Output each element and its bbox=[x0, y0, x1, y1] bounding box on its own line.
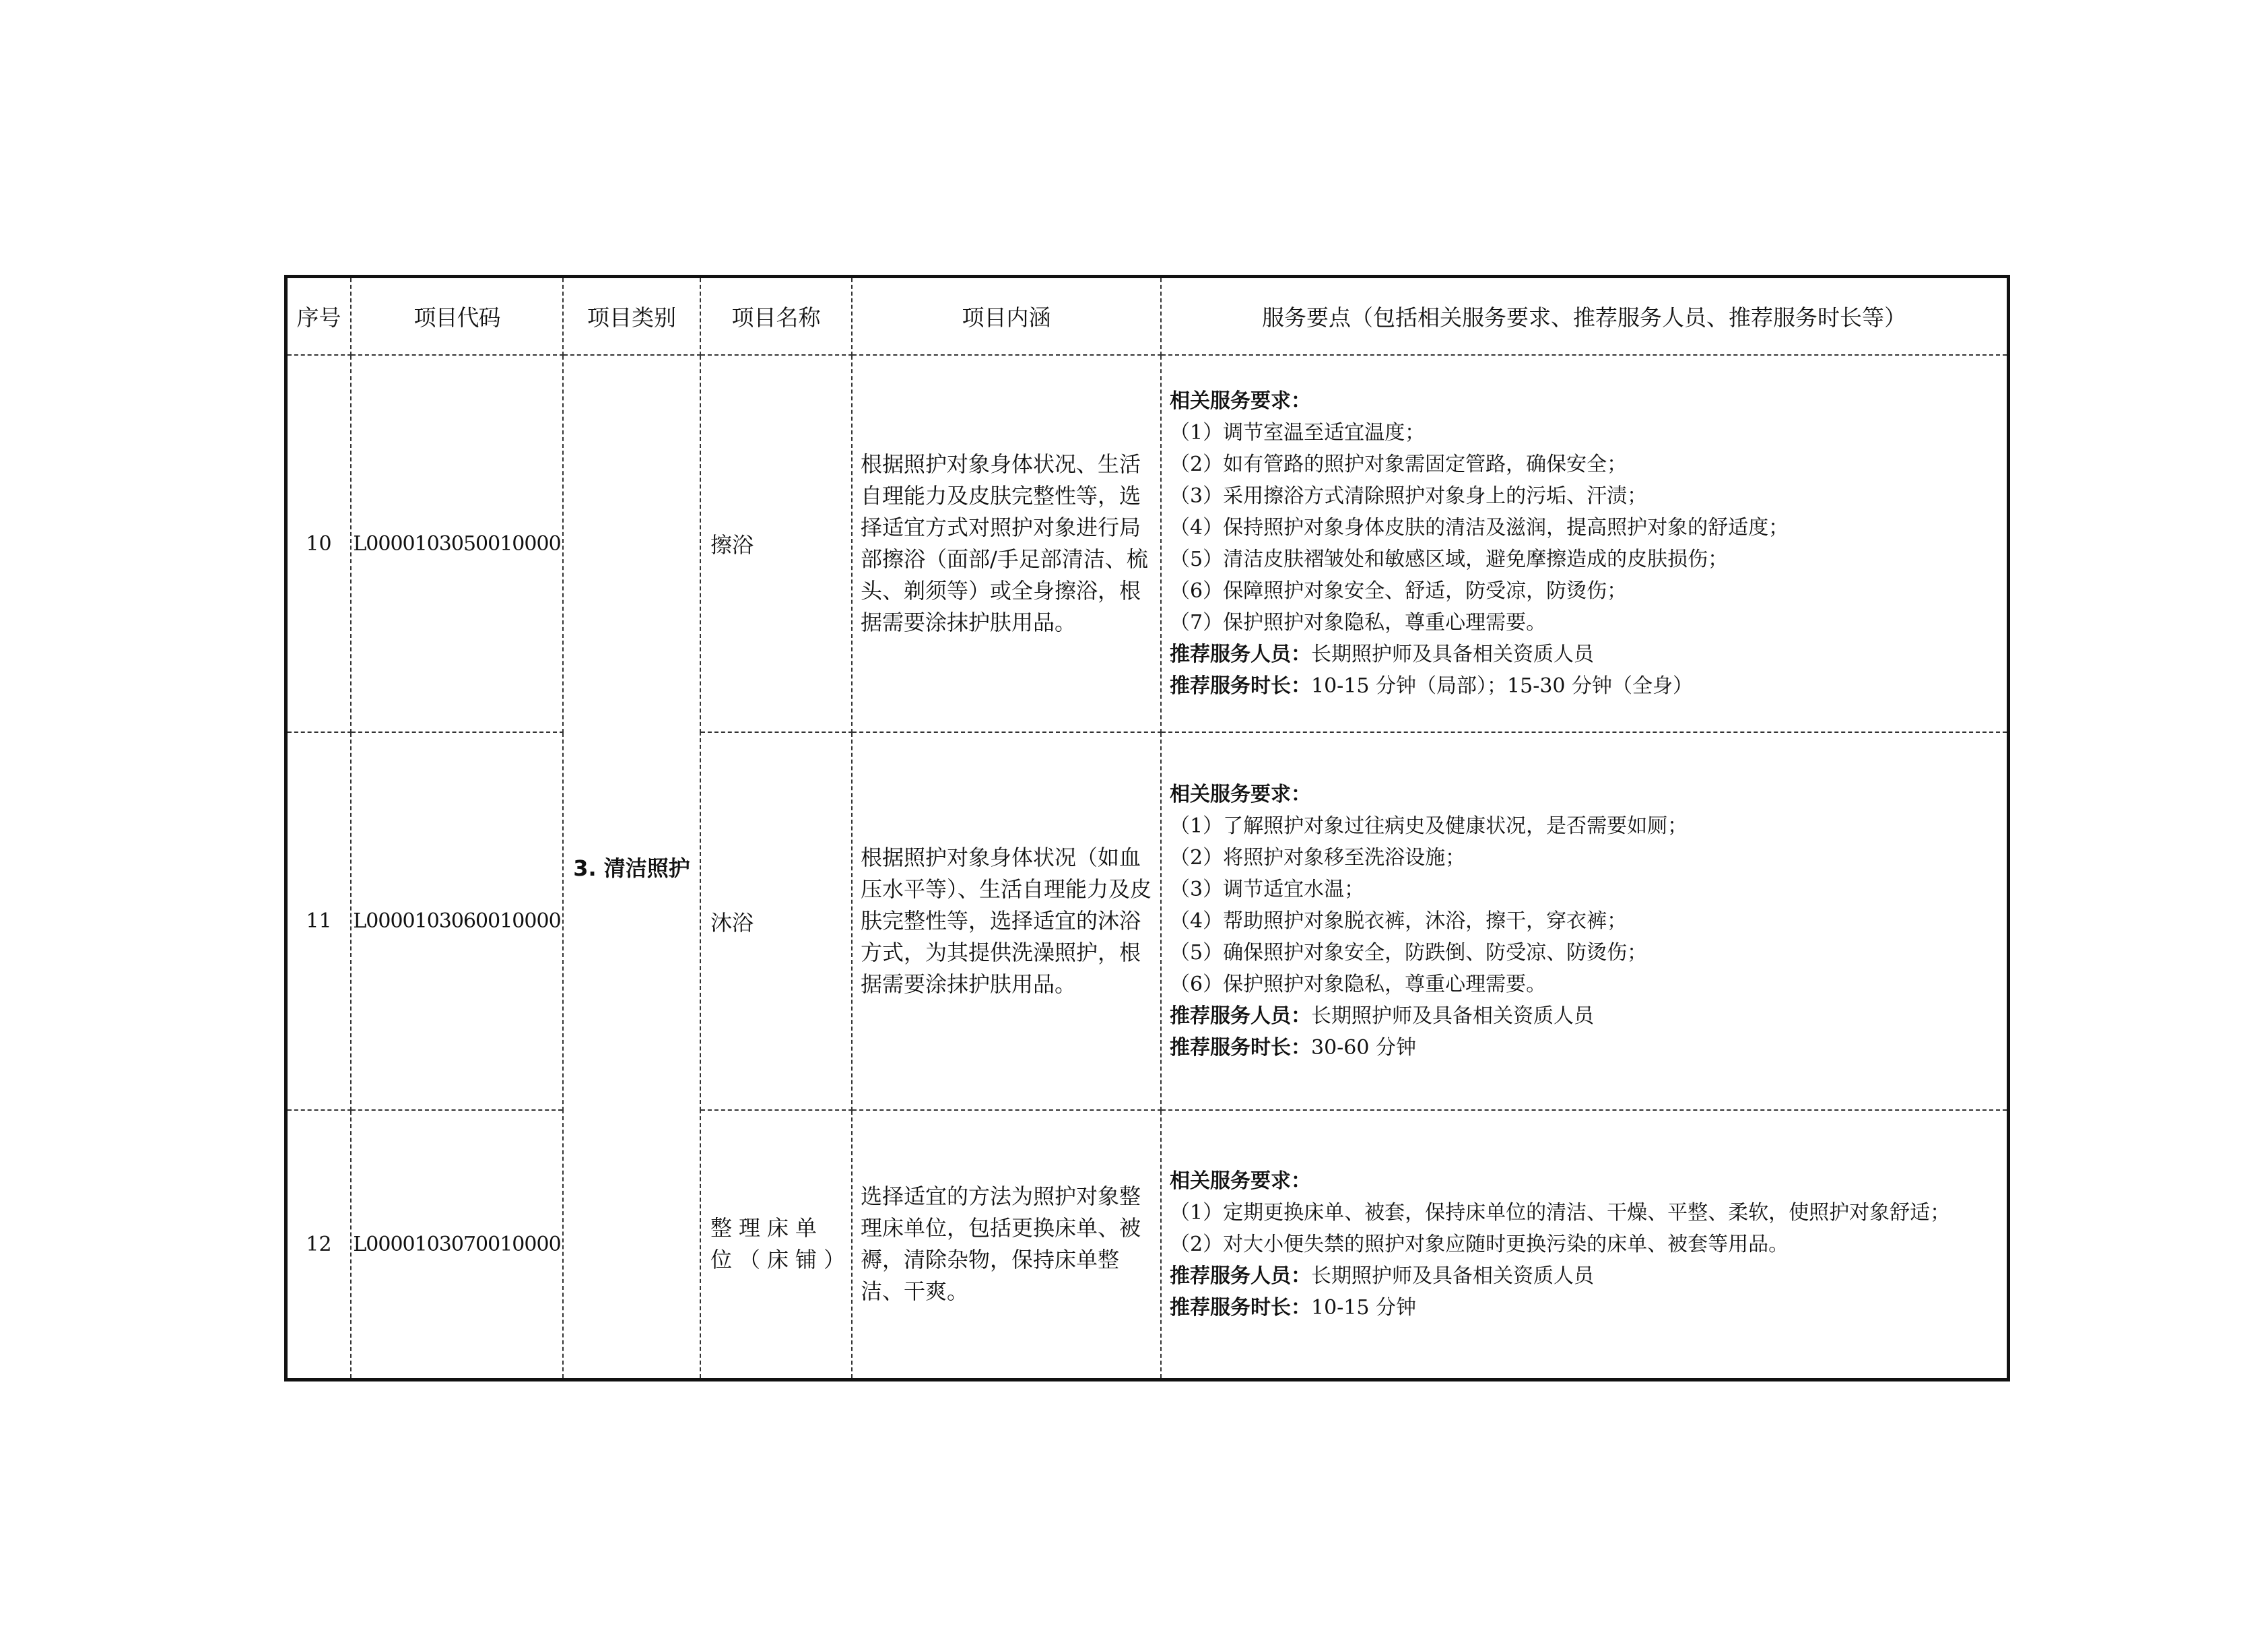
requirement-item: （2）如有管路的照护对象需固定管路，确保安全； bbox=[1170, 453, 1628, 476]
staff-line bbox=[1170, 1260, 1999, 1292]
cell-name: 沐浴 bbox=[700, 732, 852, 1110]
cell-service-points bbox=[1161, 1110, 2009, 1379]
cell-name: 擦浴 bbox=[700, 355, 852, 732]
table-header-row bbox=[286, 277, 2009, 356]
staff-label: 推荐服务人员： bbox=[1170, 1264, 1311, 1288]
table-row bbox=[286, 732, 2009, 1110]
cell-service-points bbox=[1161, 355, 2009, 732]
requirements-heading: 相关服务要求： bbox=[1170, 783, 1311, 806]
requirement-item: （3）调节适宜水温； bbox=[1170, 878, 1365, 901]
requirement-item: （5）清洁皮肤褶皱处和敏感区域，避免摩擦造成的皮肤损伤； bbox=[1170, 548, 1729, 571]
staff-line bbox=[1170, 1000, 1999, 1032]
cell-seq: 12 bbox=[286, 1110, 352, 1379]
requirement-item: （6）保护照护对象隐私，尊重心理需要。 bbox=[1170, 973, 1547, 996]
duration-line bbox=[1170, 670, 1999, 702]
duration-line bbox=[1170, 1032, 1999, 1064]
staff-line bbox=[1170, 639, 1999, 670]
staff-label: 推荐服务人员： bbox=[1170, 643, 1311, 666]
duration-value: 30-60 分钟 bbox=[1311, 1036, 1417, 1060]
staff-value: 长期照护师及具备相关资质人员 bbox=[1311, 643, 1594, 666]
header-code: 项目代码 bbox=[351, 277, 563, 356]
header-service-points: 服务要点（包括相关服务要求、推荐服务人员、推荐服务时长等） bbox=[1161, 277, 2009, 356]
staff-value: 长期照护师及具备相关资质人员 bbox=[1311, 1264, 1594, 1288]
cell-description: 根据照护对象身体状况、生活自理能力及皮肤完整性等，选择适宜方式对照护对象进行局部擦浴（面部/手足部清洁、梳头、剃须等）或全身擦浴，根据需要涂抹护肤用品。 bbox=[852, 355, 1161, 732]
cell-code: L0000103070010000 bbox=[351, 1110, 563, 1379]
requirements-heading: 相关服务要求： bbox=[1170, 1169, 1311, 1193]
duration-value: 10-15 分钟（局部）；15-30 分钟（全身） bbox=[1311, 674, 1694, 698]
cell-seq: 10 bbox=[286, 355, 352, 732]
requirement-item: （6）保障照护对象安全、舒适，防受凉，防烫伤； bbox=[1170, 579, 1628, 603]
cell-description: 选择适宜的方法为照护对象整理床单位，包括更换床单、被褥，清除杂物，保持床单整洁、干爽。 bbox=[852, 1110, 1161, 1379]
header-seq: 序号 bbox=[286, 277, 352, 356]
requirement-item: （1）了解照护对象过往病史及健康状况，是否需要如厕； bbox=[1170, 814, 1688, 838]
cell-name: 整理床单位（床铺） bbox=[700, 1110, 852, 1379]
requirements-heading: 相关服务要求： bbox=[1170, 389, 1311, 413]
duration-label: 推荐服务时长： bbox=[1170, 1295, 1311, 1320]
header-category: 项目类别 bbox=[563, 277, 700, 356]
header-description: 项目内涵 bbox=[852, 277, 1161, 356]
service-items-table bbox=[284, 275, 2010, 1381]
requirement-item: （5）确保照护对象安全，防跌倒、防受凉、防烫伤； bbox=[1170, 941, 1648, 965]
cell-description: 根据照护对象身体状况（如血压水平等）、生活自理能力及皮肤完整性等，选择适宜的沐浴方式，为其提供洗澡照护，根据需要涂抹护肤用品。 bbox=[852, 732, 1161, 1110]
header-name: 项目名称 bbox=[700, 277, 852, 356]
requirement-item: （1）调节室温至适宜温度； bbox=[1170, 421, 1426, 445]
table-row bbox=[286, 1110, 2009, 1379]
duration-value: 10-15 分钟 bbox=[1311, 1295, 1417, 1320]
cell-service-points bbox=[1161, 732, 2009, 1110]
cell-code: L0000103060010000 bbox=[351, 732, 563, 1110]
requirement-item: （2）对大小便失禁的照护对象应随时更换污染的床单、被套等用品。 bbox=[1170, 1232, 1789, 1256]
requirement-item: （2）将照护对象移至洗浴设施； bbox=[1170, 846, 1466, 870]
requirement-item: （7）保护照护对象隐私，尊重心理需要。 bbox=[1170, 611, 1547, 635]
cell-category: 3. 清洁照护 bbox=[563, 355, 700, 1379]
requirement-item: （4）帮助照护对象脱衣裤，沐浴，擦干，穿衣裤； bbox=[1170, 909, 1628, 933]
requirement-item: （3）采用擦浴方式清除照护对象身上的污垢、汗渍； bbox=[1170, 484, 1648, 508]
staff-value: 长期照护师及具备相关资质人员 bbox=[1311, 1004, 1594, 1028]
requirement-item: （4）保持照护对象身体皮肤的清洁及滋润，提高照护对象的舒适度； bbox=[1170, 516, 1789, 540]
table-row bbox=[286, 355, 2009, 732]
staff-label: 推荐服务人员： bbox=[1170, 1004, 1311, 1028]
duration-line bbox=[1170, 1292, 1999, 1324]
requirement-item: （1）定期更换床单、被套，保持床单位的清洁、干燥、平整、柔软，使照护对象舒适； bbox=[1170, 1200, 1951, 1225]
duration-label: 推荐服务时长： bbox=[1170, 1036, 1311, 1060]
duration-label: 推荐服务时长： bbox=[1170, 674, 1311, 698]
cell-seq: 11 bbox=[286, 732, 352, 1110]
cell-code: L0000103050010000 bbox=[351, 355, 563, 732]
